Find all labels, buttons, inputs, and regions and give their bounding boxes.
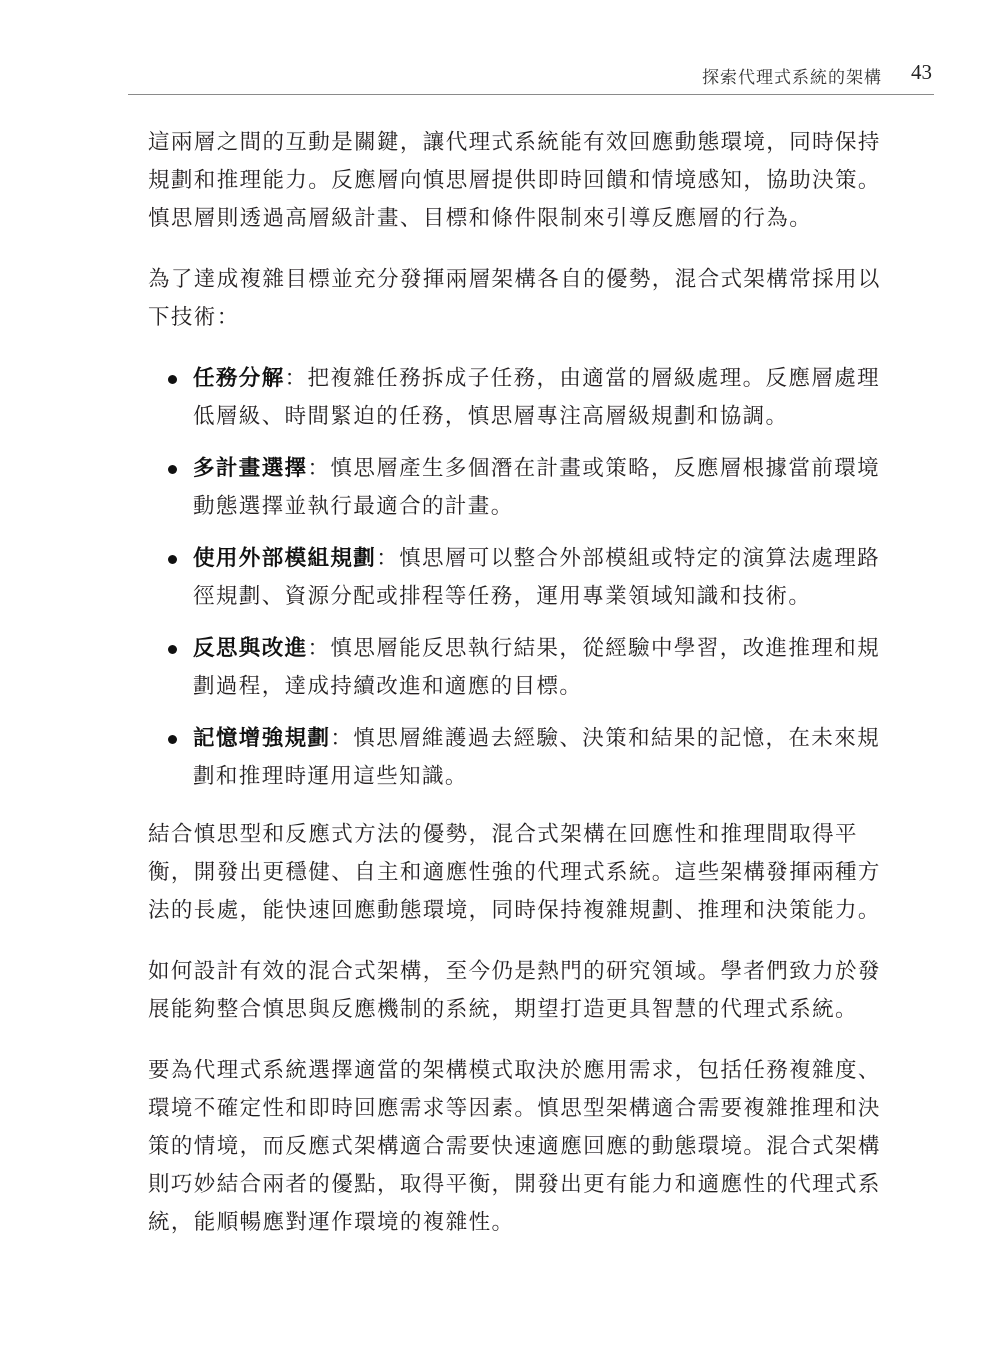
technique-description: ：慎思層可以整合外部模組或特定的演算法處理路徑規劃、資源分配或排程等任務，運用專業領域知識和技術。 [193, 546, 881, 609]
list-item [148, 540, 888, 616]
technique-description: ：慎思層產生多個潛在計畫或策略，反應層根據當前環境動態選擇並執行最適合的計畫。 [193, 456, 881, 519]
bullet-icon [168, 555, 177, 564]
list-item [148, 360, 888, 436]
technique-list [148, 360, 888, 796]
bullet-icon [168, 375, 177, 384]
list-item [148, 720, 888, 796]
page-number: 43 [911, 60, 932, 84]
bullet-icon [168, 465, 177, 474]
paragraph: 為了達成複雜目標並充分發揮兩層架構各自的優勢，混合式架構常採用以下技術： [148, 267, 881, 330]
bullet-icon [168, 645, 177, 654]
paragraph: 如何設計有效的混合式架構，至今仍是熱門的研究領域。學者們致力於發展能夠整合慎思與反應機制的系統，期望打造更具智慧的代理式系統。 [148, 959, 881, 1022]
technique-description: ：慎思層能反思執行結果，從經驗中學習，改進推理和規劃過程，達成持續改進和適應的目標。 [193, 636, 881, 699]
bullet-icon [168, 735, 177, 744]
technique-term: 任務分解 [193, 366, 285, 391]
paragraph: 要為代理式系統選擇適當的架構模式取決於應用需求，包括任務複雜度、環境不確定性和即時回應需求等因素。慎思型架構適合需要複雜推理和決策的情境，而反應式架構適合需要快速適應回應的動態環境。混合式架構則巧妙結合兩者的優點，取得平衡，開發出更有能力和適應性的代理式系統，能順暢應對運作環境的複雜性。 [148, 1058, 881, 1235]
paragraph: 結合慎思型和反應式方法的優勢，混合式架構在回應性和推理間取得平衡，開發出更穩健、自主和適應性強的代理式系統。這些架構發揮兩種方法的長處，能快速回應動態環境，同時保持複雜規劃、推理和決策能力。 [148, 822, 881, 923]
technique-description: ：慎思層維護過去經驗、決策和結果的記憶，在未來規劃和推理時運用這些知識。 [193, 726, 881, 789]
list-item [148, 630, 888, 706]
technique-term: 反思與改進 [193, 636, 308, 661]
running-header [128, 58, 934, 95]
technique-term: 使用外部模組規劃 [193, 546, 377, 571]
chapter-title: 探索代理式系統的架構 [702, 68, 882, 88]
technique-term: 多計畫選擇 [193, 456, 308, 481]
technique-description: ：把複雜任務拆成子任務，由適當的層級處理。反應層處理低層級、時間緊迫的任務，慎思層專注高層級規劃和協調。 [193, 366, 881, 429]
body-text [148, 124, 888, 1265]
list-item [148, 450, 888, 526]
paragraph: 這兩層之間的互動是關鍵，讓代理式系統能有效回應動態環境，同時保持規劃和推理能力。反應層向慎思層提供即時回饋和情境感知，協助決策。慎思層則透過高層級計畫、目標和條件限制來引導反應層的行為。 [148, 130, 881, 231]
technique-term: 記憶增強規劃 [193, 726, 331, 751]
